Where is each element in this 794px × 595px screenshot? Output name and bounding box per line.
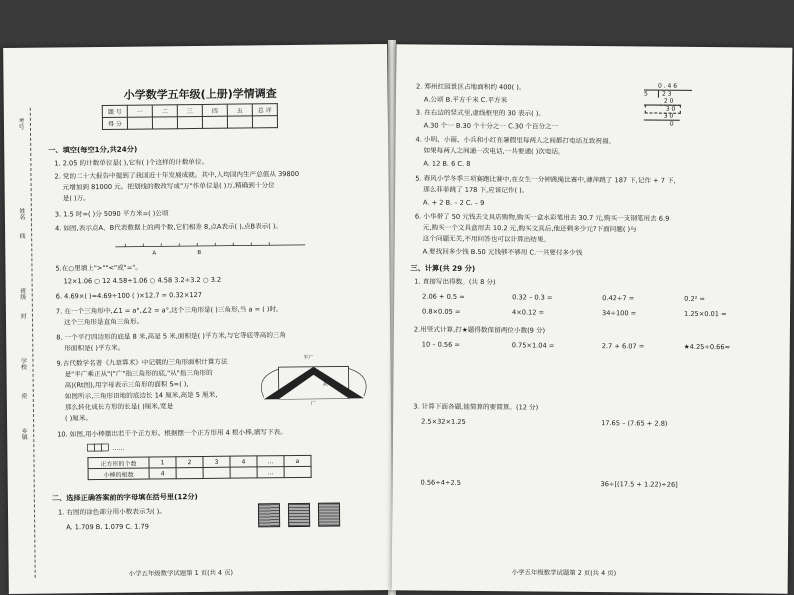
- choice-options: A. + 2 B. – 2 C. – 9: [422, 198, 485, 208]
- question-5-items: 12×1.06 ○ 12 4.58÷1.06 ○ 4.58 3.2÷3.2 ○ 3.2: [63, 275, 222, 286]
- side-label: 密: [19, 392, 27, 399]
- calc-item: 0.56÷4÷2.5: [420, 478, 462, 487]
- rods-cell: 4: [230, 456, 257, 467]
- score-cell: 五: [227, 104, 252, 116]
- calc-item: 0.2² =: [684, 294, 705, 303]
- diagram-label: 从: [322, 381, 328, 388]
- division-step: 2 0: [644, 97, 680, 105]
- rods-cell[interactable]: [230, 467, 257, 478]
- choice-question-1: 1. 右图的涂色部分用小数表示为( )。: [57, 507, 167, 517]
- calc-item: 0.8×0.05 =: [422, 307, 461, 316]
- point-b-label: B: [197, 249, 202, 257]
- score-cell[interactable]: [152, 117, 177, 129]
- score-cell: 一: [127, 105, 152, 117]
- page-footer: 小学五年级数学试题第 1 页(共 4 页): [128, 568, 234, 578]
- decimal-cube-figure: [258, 503, 280, 527]
- rods-cell[interactable]: [176, 467, 203, 478]
- matchstick-squares: [85, 442, 155, 453]
- rods-cell: 3: [203, 456, 230, 467]
- question-9: 那么转化成长方形的长是( )厘米,宽是: [64, 402, 174, 412]
- calc-part-1: 1. 直接写出得数。(共 8 分): [414, 277, 496, 287]
- divisor: 5: [643, 90, 648, 98]
- rods-cell[interactable]: [203, 467, 230, 478]
- long-division: [644, 82, 692, 127]
- calc-item: 2.06 + 0.5 =: [422, 292, 465, 301]
- choice-options: A.30 个一 B.30 个十分之一 C.30 个百分之一: [423, 121, 559, 131]
- calc-part-2: 2.用竖式计算,打★题得数保留两位小数(9 分): [413, 325, 546, 335]
- question-9: 9.古代数学名著《九章算术》中记载的三角形面积计算方法: [56, 357, 228, 368]
- calc-item: 0.42÷7 =: [602, 294, 635, 303]
- exam-title: 小学数学五年级(上册)学情调查: [123, 87, 277, 102]
- quotient: 0 . 4 6: [658, 82, 678, 90]
- dividend: 2 3: [658, 91, 672, 98]
- choice-options: A. 12 B. 6 C. 8: [423, 159, 471, 168]
- choice-options: A.要找回多少钱 B.50 元钱够不够用 C.一共要付多少钱: [422, 247, 583, 257]
- choice-question-2: 2. 郑州红园景区占地面积约 400( )。: [415, 82, 526, 92]
- choice-question-6: 这个问题无关,不用回答也可以计算出结果。: [422, 234, 551, 244]
- rods-cell: 2: [176, 456, 203, 467]
- exam-page-2: [392, 44, 793, 593]
- diagram-label: 半广: [303, 354, 314, 361]
- rods-cell: 正方形的个数: [88, 457, 149, 469]
- choice-question-6: 6. 小华带了 50 元钱去文具店购物,购买一盒水彩笔用去 30.7 元,购买一支钢笔用去 6.9: [414, 212, 670, 223]
- calc-item: 2.5×32×1.25: [421, 417, 466, 426]
- question-1: 1. 2.05 的计数单位是( ),它有( )个这样的计数单位。: [54, 157, 209, 168]
- question-7: 这个三角形是直角三角形。: [63, 317, 144, 327]
- question-9: ( )厘米。: [64, 414, 93, 423]
- side-label: 乡镇: [20, 427, 28, 440]
- rods-cell[interactable]: [284, 466, 311, 477]
- question-4: 4. 如图,表示点A、B代表数据上的两个数,它们相差 8,点A表示( ),点B表示( )。: [55, 222, 283, 233]
- choice-question-6: 元,购买一个文具盒用去 10.2 元,购买文具后,他还剩多少元?下面问题( )与: [422, 223, 637, 234]
- score-cell[interactable]: [227, 116, 252, 128]
- calc-item: 1.25×0.01 =: [684, 309, 727, 319]
- choice-question-4: 4. 小明、小丽、小兵和小红在暑假里每两人之间都打电话互致祝福。: [415, 135, 616, 146]
- question-9: 高)(Rt图),用字母表示三角形的面积 S=( ),: [64, 380, 189, 390]
- side-label: 线: [18, 232, 26, 239]
- score-cell: 总 评: [252, 104, 277, 116]
- question-10: 10. 如图,用小棒摆出若干个正方形。根据摆一个正方形用 4 根小棒,填写下表。: [57, 428, 287, 439]
- score-cell[interactable]: [127, 117, 152, 129]
- score-cell: 四: [202, 104, 227, 116]
- choice-question-5: 那么菲菲跳了 178 下,应该记作( )。: [423, 185, 529, 195]
- section-2-heading: 二、选择正确答案前的字母填在括号里(12分): [51, 492, 198, 503]
- calc-item: 17.65 – (7.65 + 2.8): [601, 419, 668, 428]
- score-cell: 得 分: [102, 117, 127, 129]
- score-cell: 三: [177, 104, 202, 116]
- exam-page-1: [3, 44, 393, 594]
- rods-table: [87, 455, 311, 480]
- question-2: 是( )万。: [62, 194, 90, 203]
- rods-cell: …: [257, 456, 284, 467]
- side-label: 学校: [19, 357, 27, 370]
- diagram-label: 广: [310, 400, 316, 407]
- calc-item: 34÷100 =: [602, 309, 637, 318]
- side-label: 姓名: [17, 207, 25, 220]
- calc-item: 2.7 + 6.07 =: [601, 342, 645, 351]
- dashed-box: 3 0: [646, 105, 680, 112]
- calc-part-3: 3. 计算下面各题,能简算的要简算。(12 分): [413, 402, 539, 412]
- choice-options: A. 1.709 B. 1.079 C. 1.79: [66, 522, 149, 532]
- rods-cell: 4: [149, 468, 176, 479]
- score-cell: 题 号: [102, 105, 127, 117]
- number-line: [115, 237, 315, 259]
- calc-item: ★4.25÷0.66≈: [683, 342, 731, 352]
- side-label: 封: [18, 312, 26, 319]
- calc-item: 4×0.12 =: [512, 308, 545, 317]
- choice-question-3: 3. 在右边的竖式里,虚线框里的 30 表示( )。: [415, 108, 546, 118]
- choice-options: A.公顷 B.平方千米 C.平方米: [423, 95, 508, 105]
- question-7: 7. 在一个三角形中,∠1 = a°,∠2 = a°,这个三角形是( )三角形,当 a = ( )时,: [55, 305, 279, 316]
- score-cell[interactable]: [202, 116, 227, 128]
- binding-line: [30, 108, 36, 578]
- decimal-cube-figure: [318, 503, 340, 527]
- question-8: 形面积是( )平方米。: [64, 343, 125, 353]
- score-cell: 二: [152, 105, 177, 117]
- calc-item: 0.32 – 0.3 =: [512, 293, 553, 302]
- page-footer: 小学五年级数学试题第 2 页(共 4 页): [511, 568, 617, 578]
- score-cell[interactable]: [177, 116, 202, 128]
- division-step: 3 0: [644, 112, 680, 120]
- remainder: 0: [669, 120, 674, 128]
- svg-text:……: ……: [112, 444, 125, 452]
- question-6: 6. 4.69×( )=4.69÷100 ( )×12.7 = 0.32×127: [55, 290, 202, 301]
- score-table: [102, 103, 278, 130]
- point-a-label: A: [152, 250, 157, 257]
- question-9: 是"半广乘正从"("广"指三角形的底,"从"指三角形的: [64, 368, 213, 379]
- decimal-cube-figure: [288, 503, 310, 527]
- section-1-heading: 一、填空(每空1分,共24分): [48, 144, 138, 155]
- choice-question-5: 5. 春风小学冬季三项赛跑比赛中,在女生一分钟跳绳比赛中,薄萍跳了 187 下,记作 + 7 下,: [415, 174, 676, 185]
- question-5: 5.在○里填上">""<"或"="。: [55, 263, 142, 273]
- question-2: 元增加到 81000 元。把划线的数改写成"万"作单位是( )万,精确到十分位: [62, 181, 275, 192]
- rods-cell: 1: [149, 457, 176, 468]
- question-2: 2. 党的二十大报告中提到了我国近十年发展成就。其中,人均国内生产总值从 39800: [54, 169, 300, 181]
- question-8: 8. 一个平行四边形的底是 8 米,高是 5 米,面积是( )平方米,与它等底等高的三角: [56, 331, 287, 342]
- question-9: 如图所示,三角形田地的底边长 14 厘米,高是 5 厘米,: [64, 390, 218, 401]
- side-label: 考号: [16, 117, 25, 130]
- side-label: 班级: [18, 287, 26, 300]
- calc-item: 0.75×1.04 =: [511, 341, 555, 350]
- calc-item: 36÷[(17.5 + 1.22)÷26]: [600, 480, 678, 489]
- choice-question-4: 如果每两人之间通一次电话,一共要通( )次电话。: [423, 146, 565, 156]
- rods-cell: a: [284, 455, 311, 466]
- question-3: 3. 1.5 时=( )分 5090 平方米=( )公顷: [54, 209, 169, 219]
- rods-cell: 小棒的根数: [88, 468, 149, 480]
- section-3-heading: 三、计算(共 29 分): [410, 263, 476, 273]
- rods-cell: …: [257, 467, 284, 478]
- score-cell[interactable]: [252, 116, 277, 128]
- calc-item: 10 – 0.56 =: [421, 340, 460, 349]
